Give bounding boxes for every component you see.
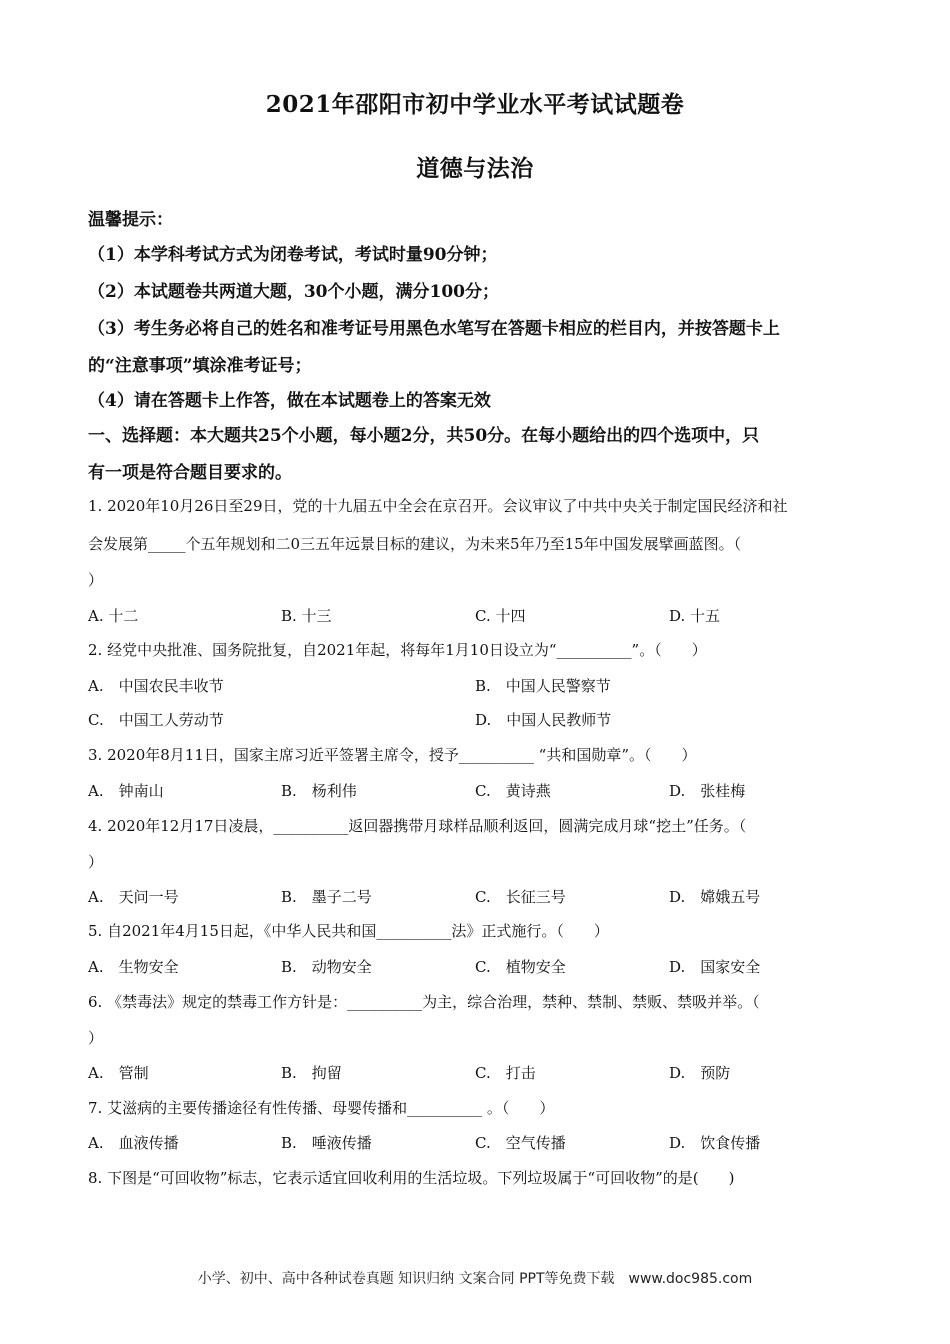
- question-6-line-2: ）: [88, 1029, 104, 1047]
- question-8-line-1: 8. 下图是“可回收物”标志，它表示适宜回收利用的生活垃圾。下列垃圾属于“可回收物”的是( ): [88, 1169, 735, 1187]
- option-a: A. 十二: [88, 607, 139, 625]
- option-c: C. 长征三号: [475, 888, 566, 906]
- tip-3-line-2: 的“注意事项”填涂准考证号；: [88, 356, 312, 376]
- option-c: C. 植物安全: [475, 958, 566, 976]
- page-footer: 小学、初中、高中各种试卷真题 知识归纳 文案合同 PPT等免费下载 www.doc985.com: [197, 1271, 753, 1287]
- option-c: C. 黄诗燕: [475, 782, 551, 800]
- section-heading-line-1: 一、选择题：本大题共25个小题，每小题2分，共50分。在每小题给出的四个选项中，只: [88, 426, 760, 446]
- option-b: B. 中国人民警察节: [475, 677, 611, 695]
- option-b: B. 拘留: [281, 1064, 342, 1082]
- option-c: C. 空气传播: [475, 1134, 566, 1152]
- question-7-options: [88, 1132, 878, 1154]
- tip-4: （4）请在答题卡上作答，做在本试题卷上的答案无效: [88, 391, 491, 411]
- option-c: C. 打击: [475, 1064, 536, 1082]
- exam-title: 2021年邵阳市初中学业水平考试试题卷: [265, 91, 685, 118]
- option-a: A. 血液传播: [88, 1134, 179, 1152]
- option-b: B. 唾液传播: [281, 1134, 372, 1152]
- tip-3-line-1: （3）考生务必将自己的姓名和准考证号用黑色水笔写在答题卡相应的栏目内，并按答题卡上: [88, 319, 780, 339]
- option-d: D. 饮食传播: [669, 1134, 761, 1152]
- question-6-line-1: 6. 《禁毒法》规定的禁毒工作方针是：__________为主，综合治理，禁种、禁制、禁贩、禁吸并举。（: [88, 993, 760, 1011]
- option-b: B. 墨子二号: [281, 888, 372, 906]
- option-d: D. 十五: [669, 607, 721, 625]
- question-5-options: [88, 956, 878, 978]
- option-d: D. 嫦娥五号: [669, 888, 761, 906]
- option-b: B. 杨利伟: [281, 782, 357, 800]
- option-a: A. 天问一号: [88, 888, 179, 906]
- question-3-options: [88, 780, 878, 802]
- question-3-line-1: 3. 2020年8月11日，国家主席习近平签署主席令，授予__________ “共和国勋章”。（ ）: [88, 746, 697, 764]
- option-b: B. 十三: [281, 607, 332, 625]
- subject-title: 道德与法治: [416, 155, 534, 182]
- question-4-line-2: ）: [88, 853, 104, 871]
- option-c: C. 十四: [475, 607, 526, 625]
- question-1-line-2: 会发展第_____个五年规划和二0三五年远景目标的建议，为未来5年乃至15年中国发展擘画蓝图。（: [88, 535, 742, 553]
- question-2-options-row-2: [88, 709, 878, 731]
- question-4-line-1: 4. 2020年12月17日凌晨，__________返回器携带月球样品顺利返回，圆满完成月球“挖土”任务。（: [88, 817, 747, 835]
- question-1-line-3: ）: [88, 571, 104, 589]
- option-d: D. 国家安全: [669, 958, 761, 976]
- tips-heading: 温馨提示：: [88, 210, 173, 230]
- question-7-line-1: 7. 艾滋病的主要传播途径有性传播、母婴传播和__________ 。（ ）: [88, 1099, 555, 1117]
- question-1-options: [88, 605, 878, 627]
- question-5-line-1: 5. 自2021年4月15日起，《中华人民共和国__________法》正式施行。（ ）: [88, 922, 609, 940]
- question-2-options-row-1: [88, 675, 878, 697]
- option-a: A. 中国农民丰收节: [88, 677, 224, 695]
- question-6-options: [88, 1062, 878, 1084]
- option-a: A. 生物安全: [88, 958, 179, 976]
- option-a: A. 钟南山: [88, 782, 164, 800]
- tip-1: （1）本学科考试方式为闭卷考试，考试时量90分钟；: [88, 245, 498, 265]
- question-1-line-1: 1. 2020年10月26日至29日，党的十九届五中全会在京召开。会议审议了中共中央关于制定国民经济和社: [88, 497, 788, 515]
- option-c: C. 中国工人劳动节: [88, 711, 224, 729]
- section-heading-line-2: 有一项是符合题目要求的。: [88, 463, 292, 483]
- question-4-options: [88, 886, 878, 908]
- option-d: D. 预防: [669, 1064, 731, 1082]
- question-2-line-1: 2. 经党中央批准、国务院批复，自2021年起，将每年1月10日设立为“__________”。（ ）: [88, 641, 707, 659]
- option-b: B. 动物安全: [281, 958, 372, 976]
- tip-2: （2）本试题卷共两道大题，30个小题，满分100分；: [88, 282, 499, 302]
- option-d: D. 中国人民教师节: [475, 711, 612, 729]
- option-a: A. 管制: [88, 1064, 149, 1082]
- option-d: D. 张桂梅: [669, 782, 746, 800]
